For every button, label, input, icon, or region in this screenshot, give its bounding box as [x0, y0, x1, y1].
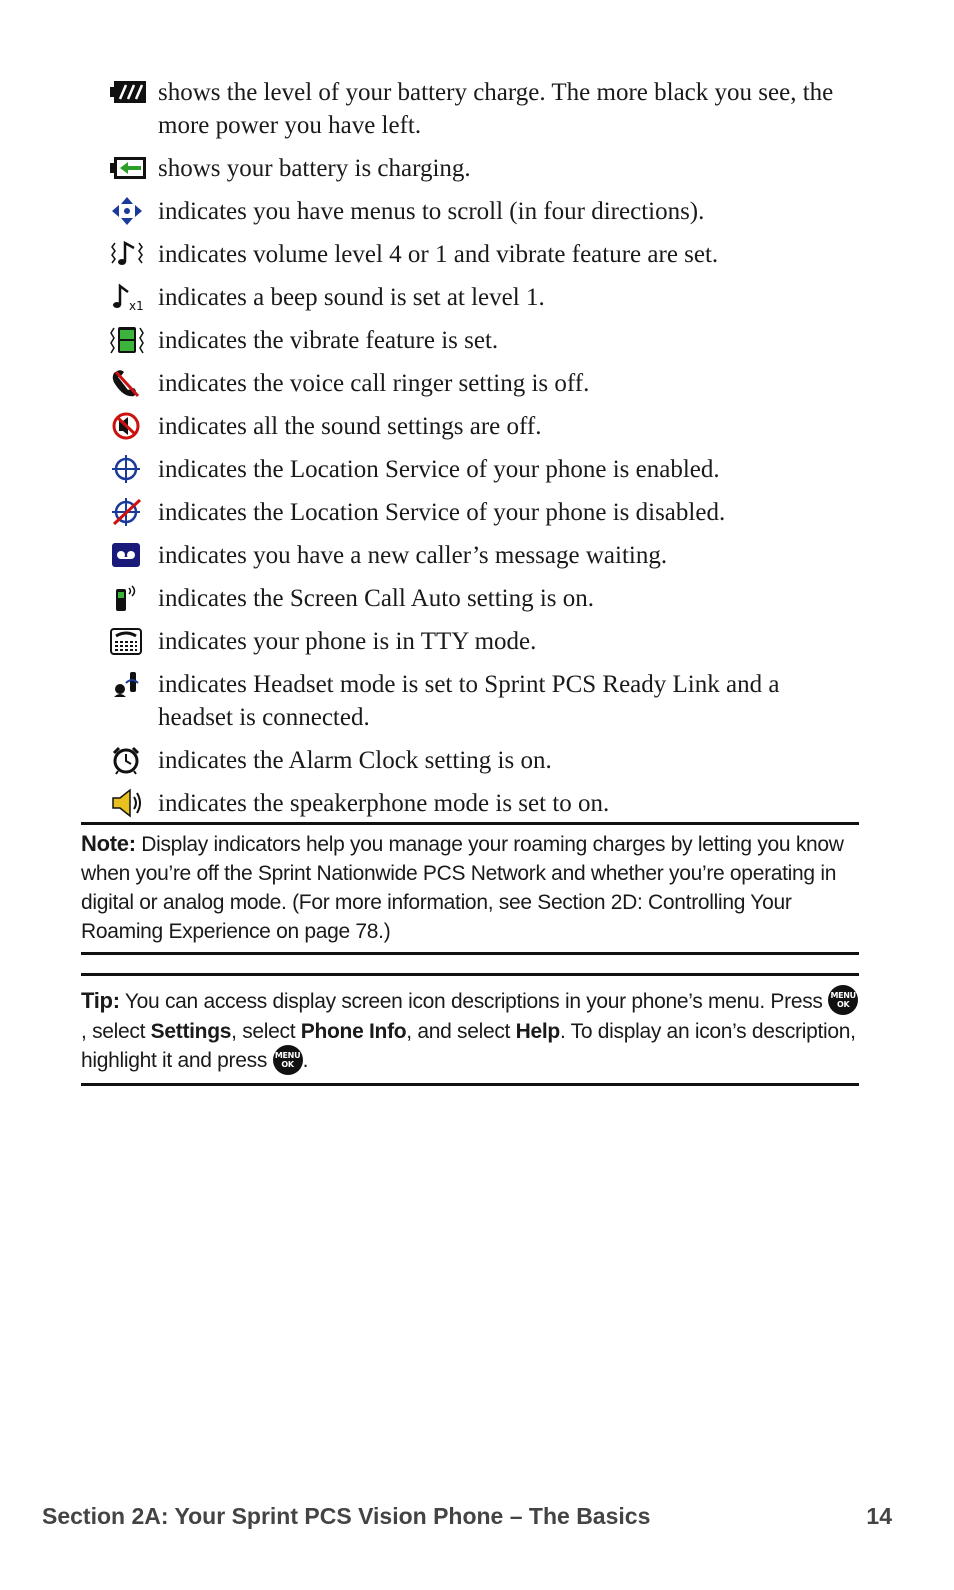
- ok-key-label: OK: [836, 1000, 850, 1010]
- tip-text: . To display an icon’s description, highlight it and press: [81, 1020, 856, 1073]
- tip-text: .: [302, 1049, 309, 1073]
- note-text: Display indicators help you manage your roaming charges by letting you know when you’re off the Sprint Nationwide PCS Network and whether you’re operating in digital or analog mode. (For more information, see Section 2D: Controlling Your Roaming Experience on page 78.): [81, 833, 844, 943]
- list-item: [108, 324, 868, 357]
- speakerphone-icon: [110, 787, 150, 819]
- item-description: indicates the speakerphone mode is set to on.: [158, 790, 610, 817]
- item-description: indicates you have a new caller’s message waiting.: [158, 542, 668, 569]
- item-description: indicates the vibrate feature is set.: [158, 327, 499, 354]
- section-title: Section 2A: Your Sprint PCS Vision Phone – The Basics: [42, 1503, 651, 1529]
- tip-text: You can access display screen icon descriptions in your phone’s menu. Press: [119, 990, 829, 1013]
- tip-text: , select: [81, 1020, 151, 1044]
- item-description: indicates Headset mode is set to Sprint PCS Ready Link and a headset is connected.: [158, 671, 780, 731]
- list-item: [108, 668, 868, 734]
- tip-text: , select: [231, 1020, 301, 1044]
- ringer-off-icon: [110, 367, 150, 399]
- four-way-scroll-icon: [110, 195, 150, 227]
- volume-vibrate-icon: [110, 238, 150, 270]
- item-description: indicates the Location Service of your phone is disabled.: [158, 499, 726, 526]
- page-number: 14: [866, 1503, 892, 1529]
- alarm-clock-icon: [110, 744, 150, 776]
- icon-description-list: [108, 76, 868, 830]
- item-description: indicates your phone is in TTY mode.: [158, 628, 537, 655]
- note-box: [81, 822, 859, 955]
- tty-icon: [110, 625, 150, 657]
- list-item: [108, 195, 868, 228]
- item-description: shows your battery is charging.: [158, 155, 471, 182]
- note-label: Note:: [81, 831, 136, 856]
- menu-key-label: MENU: [830, 991, 856, 1001]
- caller-message-icon: [110, 539, 150, 571]
- ok-key-label: OK: [281, 1059, 294, 1069]
- list-item: [108, 238, 868, 271]
- list-item: [108, 582, 868, 615]
- list-item: [108, 281, 868, 314]
- item-description: indicates the Screen Call Auto setting is on.: [158, 585, 595, 612]
- location-on-icon: [110, 453, 150, 485]
- list-item: [108, 625, 868, 658]
- item-description: indicates the voice call ringer setting is off.: [158, 370, 590, 397]
- list-item: [108, 453, 868, 486]
- item-description: indicates the Alarm Clock setting is on.: [158, 747, 552, 774]
- item-description: indicates the Location Service of your phone is enabled.: [158, 456, 720, 483]
- item-description: shows the level of your battery charge. The more black you see, the more power you have left.: [158, 79, 834, 139]
- menu-ok-key-icon: [273, 1045, 303, 1075]
- item-description: indicates volume level 4 or 1 and vibrate feature are set.: [158, 241, 719, 268]
- menu-key-label: MENU: [274, 1050, 301, 1060]
- menu-ok-key-icon: [828, 985, 858, 1015]
- headset-icon: [110, 668, 150, 700]
- settings-menu-name: Settings: [150, 1020, 232, 1044]
- list-item: [108, 496, 868, 529]
- list-item: [108, 410, 868, 443]
- list-item: [108, 539, 868, 572]
- list-item: [108, 76, 868, 142]
- tip-text: , and select: [406, 1020, 516, 1044]
- phone-info-menu-name: Phone Info: [300, 1020, 407, 1044]
- list-item: [108, 152, 868, 185]
- item-description: indicates a beep sound is set at level 1.: [158, 284, 545, 311]
- item-description: indicates all the sound settings are off.: [158, 413, 542, 440]
- list-item: [108, 787, 868, 820]
- tip-label: Tip:: [81, 988, 120, 1013]
- list-item: [108, 367, 868, 400]
- location-off-icon: [110, 496, 150, 528]
- help-menu-name: Help: [515, 1020, 560, 1044]
- sound-off-icon: [110, 410, 150, 442]
- svg-text:x1: x1: [129, 299, 144, 312]
- screen-call-icon: [110, 582, 150, 614]
- beep-level-icon: [110, 281, 150, 313]
- battery-level-icon: [110, 76, 150, 108]
- list-item: [108, 744, 868, 777]
- battery-charging-icon: [110, 152, 150, 184]
- vibrate-icon: [110, 324, 150, 356]
- tip-box: [81, 973, 859, 1086]
- item-description: indicates you have menus to scroll (in four directions).: [158, 198, 705, 225]
- page-footer: [42, 1503, 892, 1530]
